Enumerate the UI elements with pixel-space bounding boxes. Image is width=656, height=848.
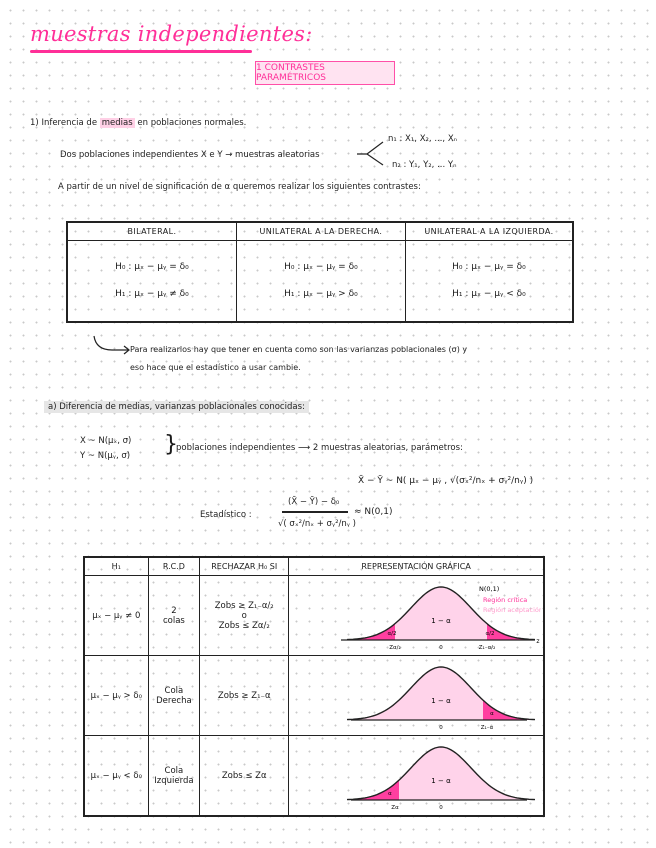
note-arrow <box>92 334 132 356</box>
row3-reject <box>200 736 289 817</box>
header-h1: H₁ <box>84 557 148 576</box>
tick-left: Zα <box>391 805 399 811</box>
tick-right: Z₁₋α <box>480 725 494 731</box>
row3-reject-a: Zobs ≤ Zα <box>221 770 267 781</box>
row2-rcd <box>148 656 200 736</box>
legend-critical: Región crítica <box>483 596 528 604</box>
bilateral-h0: H₀ : μₓ − μᵧ = δ₀ <box>115 262 189 272</box>
header-right: UNILATERAL A LA DERECHA. <box>236 222 405 241</box>
row3-h1: μₓ − μᵧ < δ₀ <box>84 736 148 817</box>
tick-zero: 0 <box>439 805 443 811</box>
row1-graph <box>289 576 544 656</box>
test-row-right <box>84 656 544 736</box>
graph-left <box>291 737 541 811</box>
graph-right <box>291 657 541 731</box>
sample-y: n₂ : Y₁, Y₂, ... Yₙ <box>392 160 457 170</box>
test-row-bilateral <box>84 576 544 656</box>
row1-rcd <box>148 576 200 656</box>
left-h0: H₀ : μₓ − μᵧ = δ₀ <box>452 262 526 272</box>
contrasts-table <box>66 221 574 323</box>
row1-h1: μₓ − μᵧ ≠ 0 <box>84 576 148 656</box>
sample-x: n₁ : X₁, X₂, ..., Xₙ <box>388 134 458 144</box>
header-left: UNILATERAL A LA IZQUIERDA. <box>405 222 573 241</box>
left-h1: H₁ : μₓ − μᵧ < δ₀ <box>452 289 526 299</box>
header-graph: REPRESENTACIÓN GRÁFICA <box>289 557 544 576</box>
fraction-bar <box>282 511 348 513</box>
sampling-distribution: X̄ − Ȳ ~ N( μₓ − μᵧ , √(σₓ²/nₓ + σᵧ²/nᵧ) ) <box>358 476 534 486</box>
item-1-number: 1) <box>30 118 39 128</box>
page-title: muestras independientes: <box>30 22 313 46</box>
brace-icon: } <box>164 432 178 457</box>
note-line-1: Para realizarlos hay que tener en cuenta como son las varianzas poblacionales (σ) y <box>130 345 468 354</box>
cell-bilateral <box>67 241 236 323</box>
area-tail-left: α <box>388 791 392 797</box>
row2-reject-a: Zobs ≥ Z₁₋α <box>217 690 271 701</box>
row2-rcd-a: Cola <box>164 685 184 696</box>
n01-label: N(0,1) <box>479 585 500 593</box>
row2-reject <box>200 656 289 736</box>
dist-x: X ~ N(μₓ, σ) <box>80 436 132 446</box>
row1-reject-o: o <box>241 610 247 621</box>
statistic-numerator: (X̄ − Ȳ) − δ₀ <box>288 497 340 507</box>
tick-zero: 0 <box>439 725 443 731</box>
test-header-row <box>84 557 544 576</box>
row2-h1: μₓ − μᵧ > δ₀ <box>84 656 148 736</box>
subsection-a-label: a) <box>48 402 57 412</box>
test-row-left <box>84 736 544 817</box>
item-1-highlight: medias <box>101 118 133 128</box>
row1-reject <box>200 576 289 656</box>
row1-reject-b: Zobs ≤ Zα/₂ <box>218 620 270 631</box>
populations-text: Dos poblaciones independientes X e Y → muestras aleatorias <box>60 150 320 160</box>
row3-rcd-b: Izquierda <box>154 775 194 786</box>
note-line-2: eso hace que el estadístico a usar cambie. <box>130 363 301 372</box>
area-center: 1 − α <box>431 697 451 705</box>
row3-rcd <box>148 736 200 817</box>
item-1-heading <box>30 118 246 128</box>
row2-rcd-b: Derecha <box>156 695 192 706</box>
contrasts-header-row <box>67 222 573 241</box>
significance-text: A partir de un nivel de significación de α queremos realizar los siguientes contrastes: <box>58 182 421 192</box>
subsection-a <box>44 401 309 413</box>
area-center: 1 − α <box>431 617 451 625</box>
row3-rcd-a: Cola <box>164 765 184 776</box>
tick-right: Z₁₋α/₂ <box>478 645 496 651</box>
header-reject: RECHAZAR H₀ SI <box>200 557 289 576</box>
title-underline <box>30 50 252 53</box>
section-label: 1 CONTRASTES PARAMÉTRICOS <box>255 61 395 85</box>
area-tail-right: α/2 <box>485 631 495 637</box>
dist-y: Y ~ N(μᵧ, σ) <box>80 451 131 461</box>
dist-text: poblaciones independientes ⟶ 2 muestras aleatorias, parámetros: <box>176 443 463 453</box>
legend-acceptance: Región aceptación <box>483 606 542 614</box>
contrasts-body-row <box>67 241 573 323</box>
row1-rcd-a: 2 <box>171 605 177 616</box>
item-1-pre: Inferencia de <box>41 118 98 128</box>
curve-fill <box>351 747 531 800</box>
area-tail-right: α <box>490 711 494 717</box>
axis-label: z <box>536 638 540 645</box>
tick-zero: 0 <box>439 645 443 651</box>
statistic-label: Estadístico : <box>200 510 252 520</box>
curve-fill <box>351 667 531 720</box>
row1-rcd-b: colas <box>162 615 185 626</box>
graph-bilateral <box>291 577 541 651</box>
cell-left <box>405 241 573 323</box>
right-h0: H₀ : μₓ − μᵧ = δ₀ <box>284 262 358 272</box>
subsection-a-text: Diferencia de medias, varianzas poblacionales conocidas: <box>59 402 305 412</box>
test-table <box>83 556 545 817</box>
row1-reject-a: Zobs ≥ Z₁₋α/₂ <box>214 600 274 611</box>
area-tail-left: α/2 <box>387 631 397 637</box>
header-bilateral: BILATERAL. <box>67 222 236 241</box>
row2-graph <box>289 656 544 736</box>
area-center: 1 − α <box>431 777 451 785</box>
header-rcd: R.C.D <box>148 557 200 576</box>
row3-graph <box>289 736 544 817</box>
right-h1: H₁ : μₓ − μᵧ > δ₀ <box>284 289 358 299</box>
cell-right <box>236 241 405 323</box>
bilateral-h1: H₁ : μₓ − μᵧ ≠ δ₀ <box>115 289 189 299</box>
statistic-denominator: √( σₓ²/nₓ + σᵧ²/nᵧ ) <box>278 519 356 529</box>
item-1-post: en poblaciones normales. <box>137 118 247 128</box>
tick-left: Zα/₂ <box>389 645 401 651</box>
statistic-result: ≈ N(0,1) <box>354 507 393 517</box>
